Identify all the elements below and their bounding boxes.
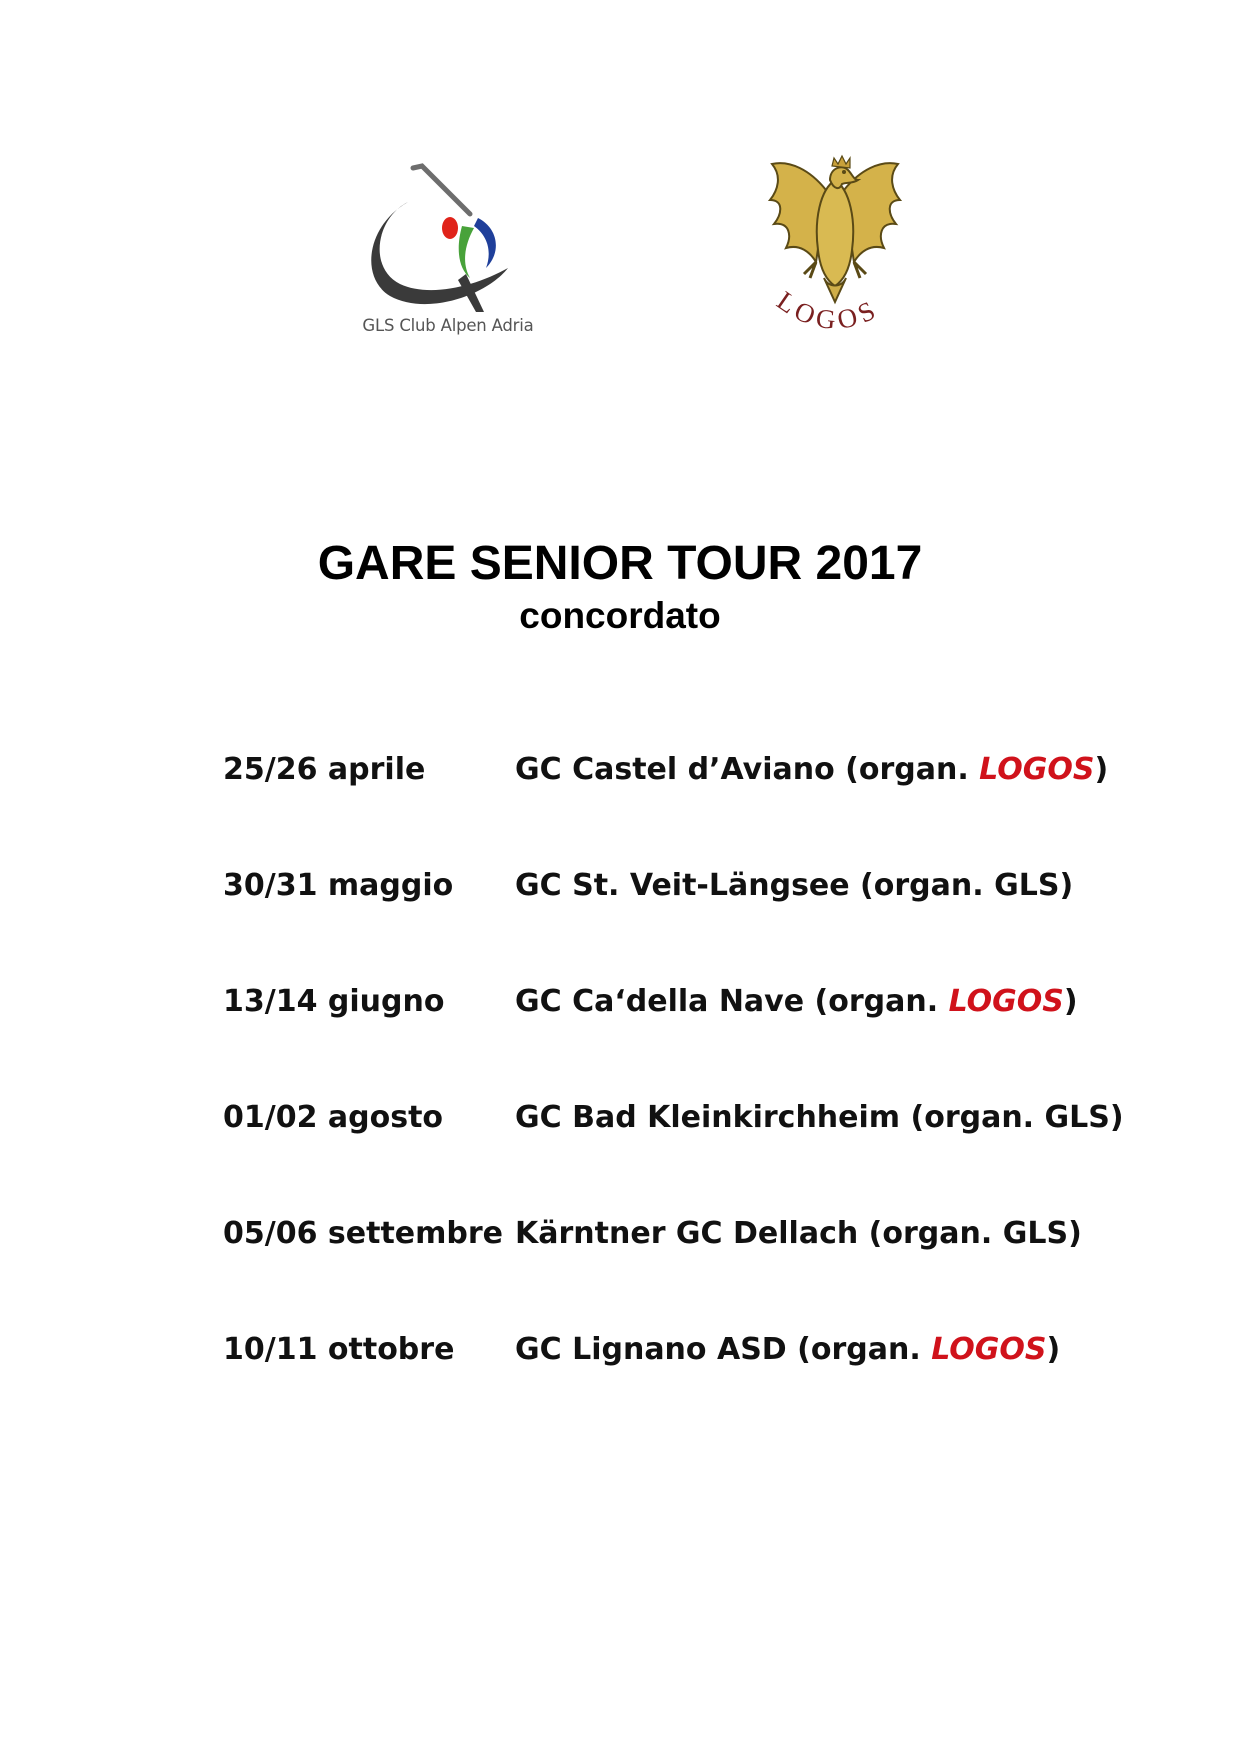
gls-caption: GLS Club Alpen Adria — [362, 316, 534, 335]
event-date: 05/06 settembre — [223, 1216, 504, 1251]
event-venue — [515, 868, 1073, 903]
page-title: GARE SENIOR TOUR 2017 — [317, 537, 923, 590]
gls-club-logo — [358, 156, 538, 346]
event-date: 10/11 ottobre — [223, 1332, 455, 1367]
venue-text: GC Castel d’Aviano (organ. — [515, 752, 980, 787]
logos-wordmark — [772, 285, 885, 335]
event-venue — [515, 1332, 1060, 1367]
venue-close: ) — [1094, 752, 1109, 787]
event-date: 30/31 maggio — [223, 868, 454, 903]
venue-close: ) — [1109, 1100, 1124, 1135]
event-date: 13/14 giugno — [223, 984, 445, 1019]
organizer-name: GLS — [994, 868, 1060, 903]
venue-close: ) — [1068, 1216, 1082, 1251]
venue-text: GC St. Veit-Längsee (organ. — [515, 868, 995, 903]
logos-wordmark-text: LOGOS — [771, 285, 885, 336]
schedule-list — [223, 752, 1183, 1448]
schedule-row — [223, 1332, 1183, 1448]
schedule-row — [223, 1216, 1183, 1332]
schedule-row — [223, 984, 1183, 1100]
title-block — [0, 538, 1240, 639]
venue-close: ) — [1059, 868, 1074, 903]
organizer-name: LOGOS — [931, 1332, 1047, 1367]
organizer-name: GLS — [1002, 1216, 1069, 1251]
eagle-crest-logo-icon — [760, 150, 910, 350]
venue-close: ) — [1063, 984, 1078, 1019]
event-venue — [515, 984, 1078, 1019]
schedule-row — [223, 752, 1183, 868]
page-subtitle: concordato — [519, 594, 721, 636]
schedule-row — [223, 868, 1183, 984]
organizer-name: LOGOS — [979, 752, 1095, 787]
event-venue — [515, 1216, 1082, 1251]
venue-close: ) — [1046, 1332, 1061, 1367]
event-date: 25/26 aprile — [223, 752, 426, 787]
logos-header — [0, 150, 1240, 370]
event-venue — [515, 752, 1108, 787]
schedule-row — [223, 1100, 1183, 1216]
venue-text: GC Bad Kleinkirchheim (organ. — [515, 1100, 1045, 1135]
event-date: 01/02 agosto — [223, 1100, 444, 1135]
golfer-swing-logo-icon — [358, 156, 538, 316]
venue-text: Kärntner GC Dellach (organ. — [515, 1216, 1003, 1251]
event-venue — [515, 1100, 1124, 1135]
venue-text: GC Lignano ASD (organ. — [515, 1332, 932, 1367]
logos-logo — [760, 150, 910, 350]
organizer-name: GLS — [1044, 1100, 1110, 1135]
organizer-name: LOGOS — [948, 984, 1064, 1019]
venue-text: GC Ca‘della Nave (organ. — [515, 984, 949, 1019]
